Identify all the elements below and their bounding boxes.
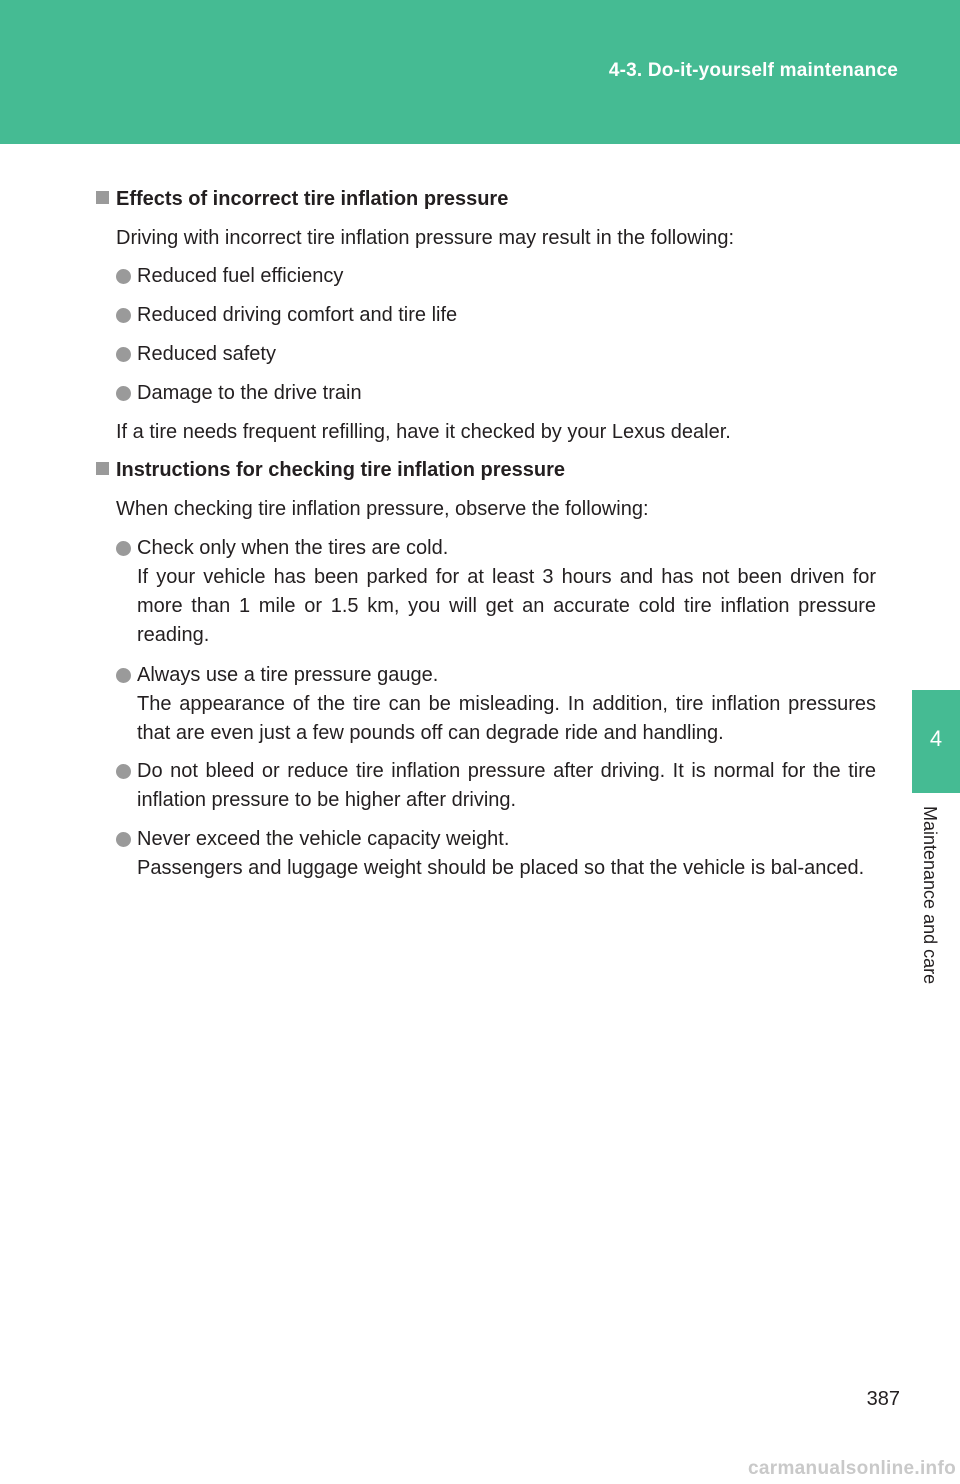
section-heading-text: Effects of incorrect tire inflation pressure: [116, 188, 509, 210]
list-item: [116, 825, 876, 883]
list-item-text: Damage to the drive train: [137, 382, 362, 404]
chapter-number: 4: [929, 726, 943, 751]
section-intro: Driving with incorrect tire inflation pressure may result in the following:: [116, 227, 735, 249]
section-closing: If a tire needs frequent refilling, have it checked by your Lexus dealer.: [116, 421, 731, 443]
list-item-text: Reduced driving comfort and tire life: [137, 304, 458, 326]
section-heading: [96, 458, 896, 482]
list-item-body: [137, 757, 876, 815]
list-item-detail: Passengers and luggage weight should be placed so that the vehicle is bal-anced.: [137, 857, 865, 879]
list-item: [116, 379, 876, 408]
list-item: [116, 534, 876, 650]
list-item: [116, 661, 876, 748]
list-item-text: Check only when the tires are cold.: [137, 537, 449, 559]
circle-bullet-icon: [116, 832, 131, 847]
list-item-text: Do not bleed or reduce tire inflation pressure after driving. It is normal for the tire inflation pressure to be higher after driving.: [137, 760, 876, 811]
list-item-detail: If your vehicle has been parked for at least 3 hours and has not been driven for more than 1 mile or 1.5 km, you will get an accurate cold tire inflation pressure reading.: [137, 566, 876, 646]
watermark: carmanualsonline.info: [748, 1458, 956, 1479]
list-item-text: Reduced safety: [137, 343, 276, 365]
page-number: 387: [866, 1388, 900, 1410]
list-item-text: Reduced fuel efficiency: [137, 265, 344, 287]
section-heading: [96, 187, 896, 211]
list-item-text: Never exceed the vehicle capacity weight.: [137, 828, 510, 850]
chapter-label: Maintenance and care: [920, 806, 940, 985]
list-item: [116, 262, 876, 291]
list-item-body: [137, 661, 876, 748]
list-item: [116, 301, 876, 330]
circle-bullet-icon: [116, 269, 131, 284]
circle-bullet-icon: [116, 668, 131, 683]
circle-bullet-icon: [116, 764, 131, 779]
list-item: [116, 757, 876, 815]
square-bullet-icon: [96, 462, 109, 475]
section-heading-text: Instructions for checking tire inflation pressure: [116, 459, 565, 481]
circle-bullet-icon: [116, 308, 131, 323]
chapter-tab: [912, 690, 960, 793]
circle-bullet-icon: [116, 386, 131, 401]
circle-bullet-icon: [116, 541, 131, 556]
list-item-body: [137, 825, 876, 883]
section-title: 4-3. Do-it-yourself maintenance: [608, 60, 898, 81]
circle-bullet-icon: [116, 347, 131, 362]
list-item: [116, 340, 876, 369]
square-bullet-icon: [96, 191, 109, 204]
list-item-text: Always use a tire pressure gauge.: [137, 664, 439, 686]
header-bar: [0, 0, 960, 144]
list-item-body: [137, 534, 876, 650]
section-intro: When checking tire inflation pressure, observe the following:: [116, 498, 649, 520]
list-item-detail: The appearance of the tire can be misleading. In addition, tire inflation pressures that are even just a few pounds off can degrade ride and handling.: [137, 693, 876, 744]
